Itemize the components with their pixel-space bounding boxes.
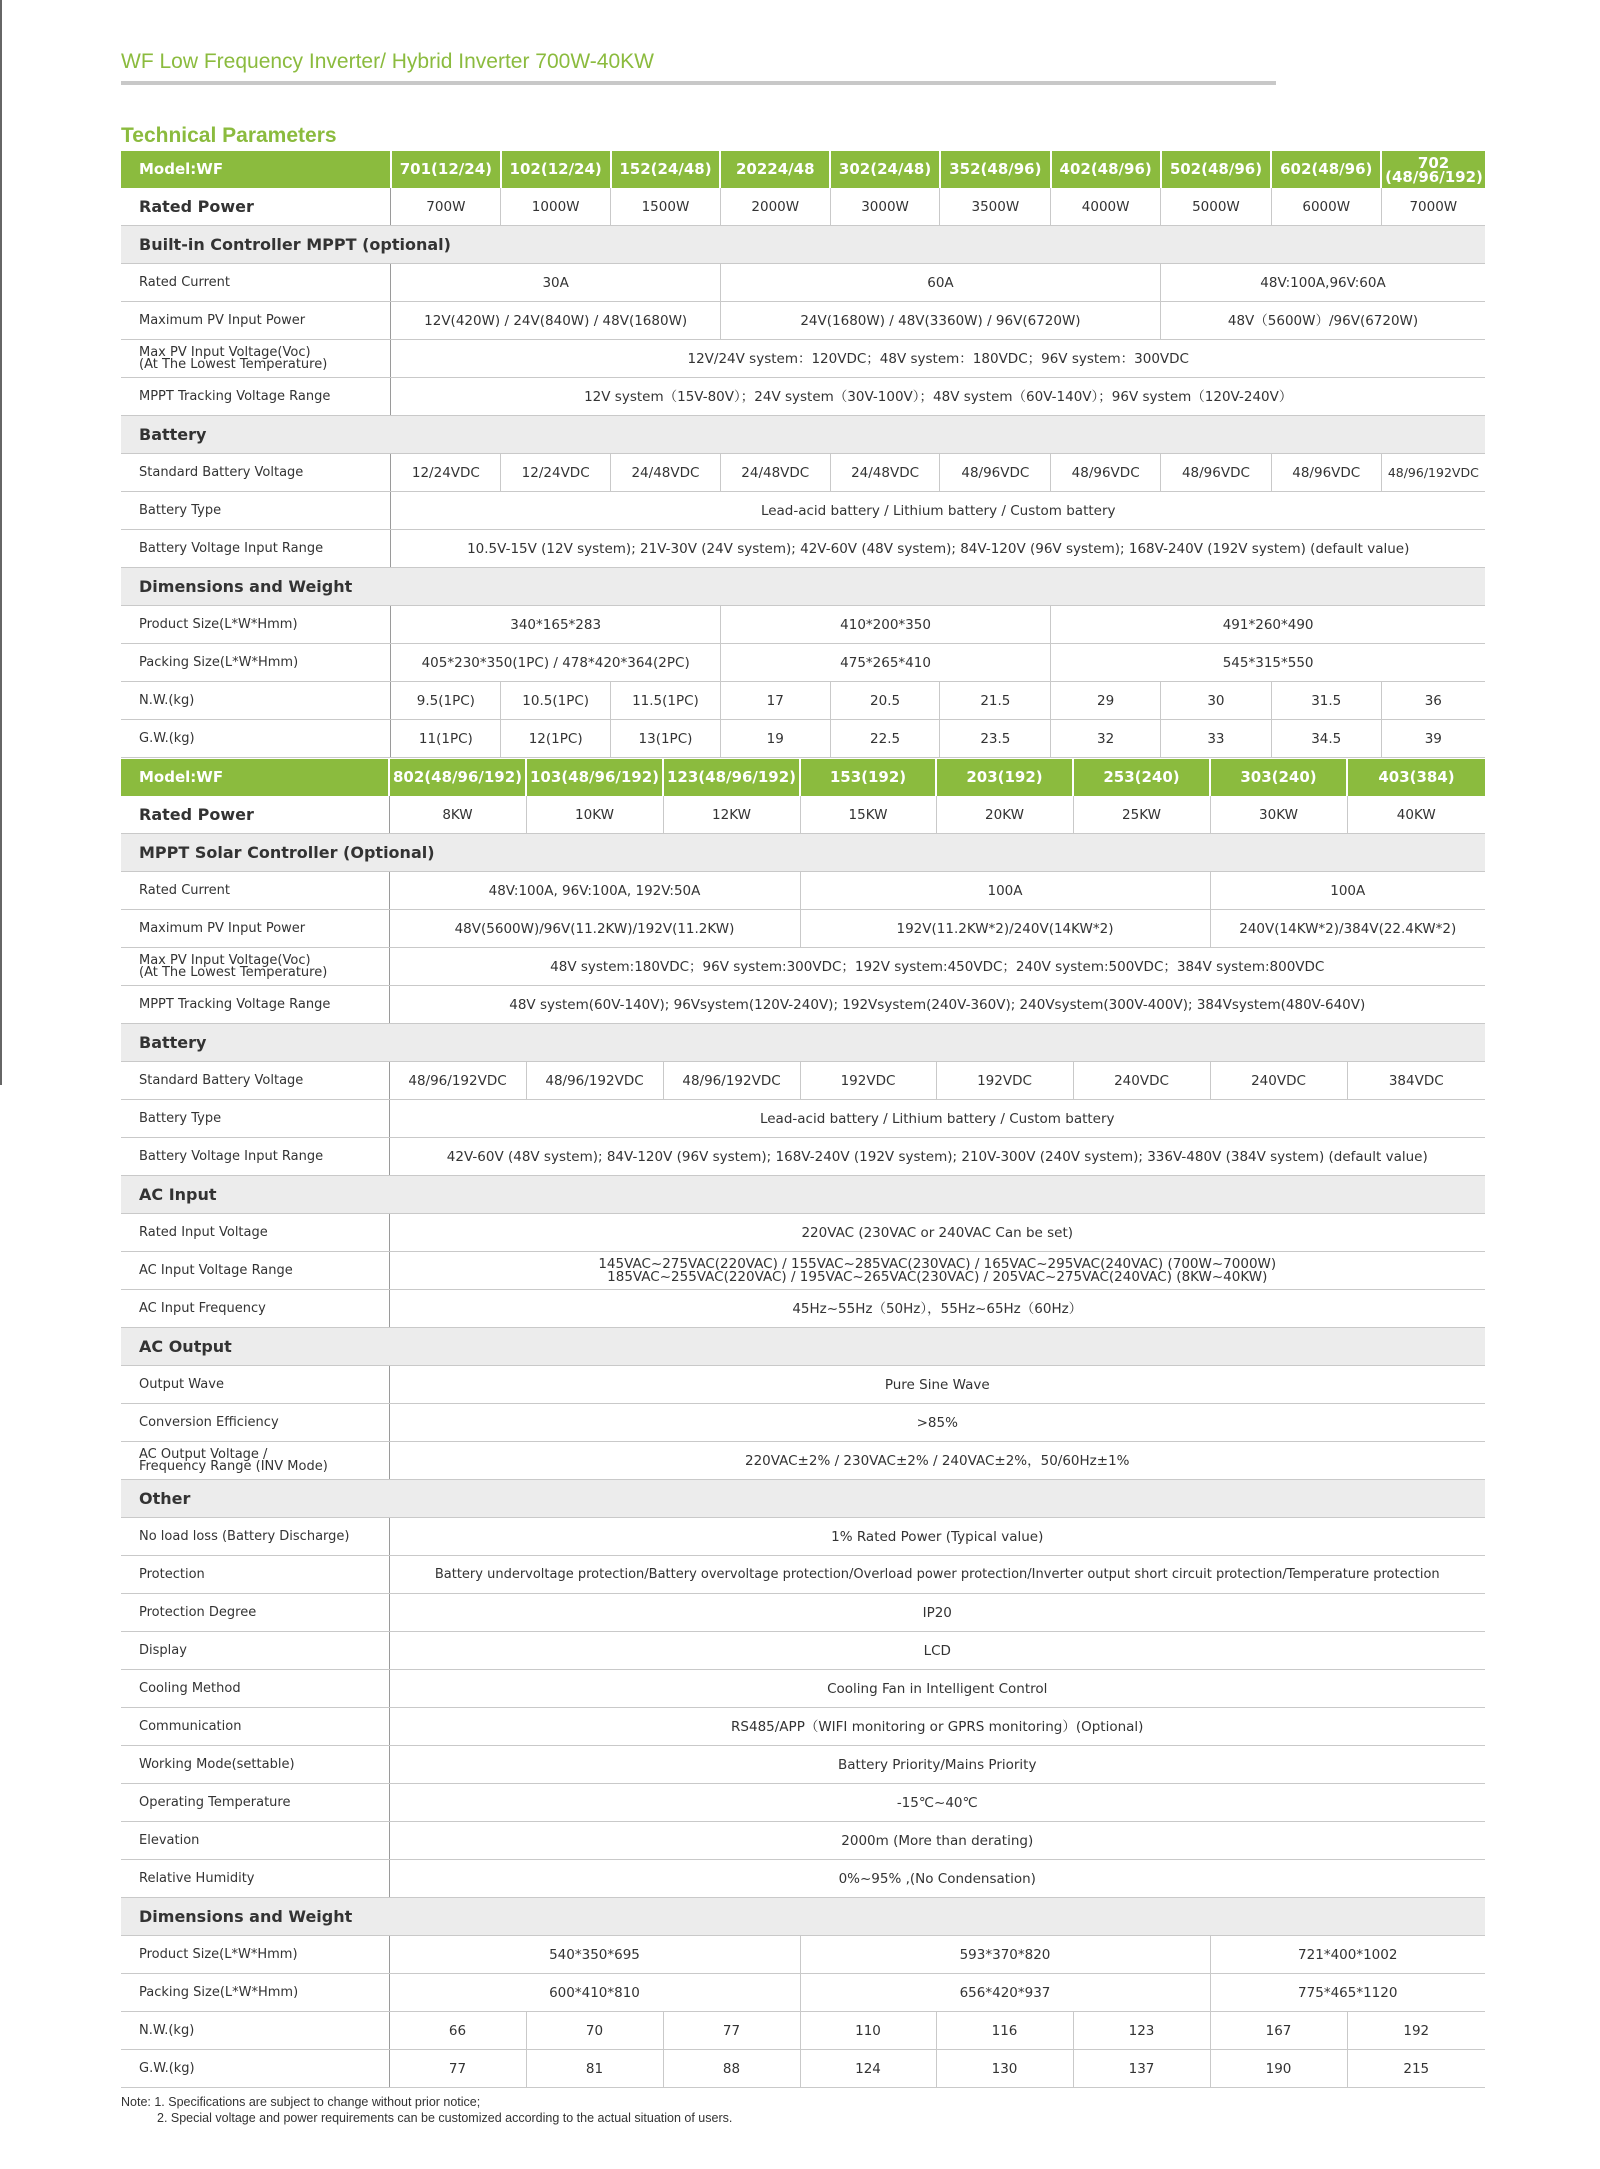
value-cell: 32 — [1051, 720, 1161, 758]
value-cell: 8KW — [389, 796, 526, 834]
value-cell: 10.5(1PC) — [501, 682, 611, 720]
value-cell: 34.5 — [1271, 720, 1381, 758]
value-cell: 15KW — [800, 796, 936, 834]
note-line-2: 2. Special voltage and power requirements can be customized according to the actual situation of users. — [157, 2111, 733, 2125]
packing-size-row — [121, 1974, 1485, 2012]
value-cell: 6000W — [1271, 188, 1381, 226]
model-row — [121, 759, 1485, 796]
row-label: G.W.(kg) — [121, 720, 391, 758]
row-label: Maximum PV Input Power — [121, 910, 389, 948]
value-cell: 42V-60V (48V system); 84V-120V (96V system); 168V-240V (192V system); 210V-300V (240V system); 336V-480V (384V system) (default value) — [389, 1138, 1485, 1176]
value-cell: 100A — [800, 872, 1210, 910]
value-cell: LCD — [389, 1632, 1485, 1670]
value-cell: 2000W — [720, 188, 830, 226]
category-heading: AC Input — [121, 1176, 1485, 1214]
row-label: Battery Voltage Input Range — [121, 530, 391, 568]
row-label: Packing Size(L*W*Hmm) — [121, 644, 391, 682]
max-pv-voltage-row — [121, 948, 1485, 986]
battery-type-row — [121, 492, 1485, 530]
mppt-range-row — [121, 378, 1485, 416]
model-cell: 303(240) — [1210, 759, 1347, 796]
category-heading: AC Output — [121, 1328, 1485, 1366]
value-cell: 10KW — [526, 796, 663, 834]
value-cell: 48/96VDC — [1271, 454, 1381, 492]
net-weight-row — [121, 2012, 1485, 2050]
note-line-1: Note: 1. Specifications are subject to change without prior notice; — [121, 2095, 481, 2109]
row-label: Maximum PV Input Power — [121, 302, 391, 340]
model-cell: 701(12/24) — [391, 151, 501, 188]
value-cell: 9.5(1PC) — [391, 682, 501, 720]
row-label: Rated Power — [121, 188, 391, 226]
ac-input-range-row — [121, 1252, 1485, 1290]
row-label: Packing Size(L*W*Hmm) — [121, 1974, 389, 2012]
value-cell: 77 — [389, 2050, 526, 2088]
value-cell: 215 — [1347, 2050, 1485, 2088]
row-label: AC Input Frequency — [121, 1290, 389, 1328]
value-cell: 475*265*410 — [720, 644, 1050, 682]
category-row — [121, 1176, 1485, 1214]
value-cell: 4000W — [1051, 188, 1161, 226]
std-battery-row — [121, 454, 1485, 492]
model-label: Model:WF — [121, 759, 389, 796]
value-cell: 12/24VDC — [501, 454, 611, 492]
model-cell: 152(24/48) — [611, 151, 721, 188]
value-cell: 30A — [391, 264, 720, 302]
value-cell: 192VDC — [936, 1062, 1073, 1100]
value-cell: 2000m (More than derating) — [389, 1822, 1485, 1860]
value-cell: 39 — [1381, 720, 1485, 758]
value-cell: 130 — [936, 2050, 1073, 2088]
gross-weight-row — [121, 720, 1485, 758]
value-cell: RS485/APP（WIFI monitoring or GPRS monitoring）(Optional) — [389, 1708, 1485, 1746]
row-label: AC Input Voltage Range — [121, 1252, 389, 1290]
row-label: Battery Type — [121, 492, 391, 530]
title-divider — [121, 81, 1276, 85]
value-cell: 12V system（15V-80V）；24V system（30V-100V）；48V system（60V-140V）；96V system（120V-240V） — [391, 378, 1485, 416]
row-label: Product Size(L*W*Hmm) — [121, 606, 391, 644]
value-cell: 13(1PC) — [611, 720, 721, 758]
row-label: N.W.(kg) — [121, 2012, 389, 2050]
value-cell: 7000W — [1381, 188, 1485, 226]
spec-table-8kw-40kw — [121, 759, 1485, 2088]
operating-temperature-row — [121, 1784, 1485, 1822]
max-pv-power-row — [121, 910, 1485, 948]
row-label: Battery Voltage Input Range — [121, 1138, 389, 1176]
value-cell: 721*400*1002 — [1210, 1936, 1485, 1974]
value-cell: 40KW — [1347, 796, 1485, 834]
value-cell: 24/48VDC — [720, 454, 830, 492]
value-cell: 12V/24V system：120VDC；48V system：180VDC；96V system：300VDC — [391, 340, 1485, 378]
row-label: N.W.(kg) — [121, 682, 391, 720]
std-battery-row — [121, 1062, 1485, 1100]
value-cell: 23.5 — [940, 720, 1051, 758]
value-cell: 48V system(60V-140V); 96Vsystem(120V-240V); 192Vsystem(240V-360V); 240Vsystem(300V-400V); 384Vsystem(480V-640V) — [389, 986, 1485, 1024]
category-row — [121, 226, 1485, 264]
value-cell: 1500W — [611, 188, 721, 226]
row-label: Communication — [121, 1708, 389, 1746]
row-label: Operating Temperature — [121, 1784, 389, 1822]
battery-type-row — [121, 1100, 1485, 1138]
value-cell: 48/96/192VDC — [663, 1062, 800, 1100]
value-cell: 88 — [663, 2050, 800, 2088]
value-cell: -15℃~40℃ — [389, 1784, 1485, 1822]
model-cell: 102(12/24) — [501, 151, 611, 188]
communication-row — [121, 1708, 1485, 1746]
value-cell: Lead-acid battery / Lithium battery / Custom battery — [391, 492, 1485, 530]
value-cell: 384VDC — [1347, 1062, 1485, 1100]
value-cell: 12(1PC) — [501, 720, 611, 758]
value-cell: 22.5 — [830, 720, 940, 758]
value-cell: 5000W — [1161, 188, 1272, 226]
protection-row — [121, 1556, 1485, 1594]
value-cell: 545*315*550 — [1051, 644, 1485, 682]
ac-input-freq-row — [121, 1290, 1485, 1328]
row-label: Relative Humidity — [121, 1860, 389, 1898]
value-cell: 123 — [1073, 2012, 1210, 2050]
rated-input-voltage-row — [121, 1214, 1485, 1252]
value-cell: 192VDC — [800, 1062, 936, 1100]
value-cell: 110 — [800, 2012, 936, 2050]
model-cell: 103(48/96/192) — [526, 759, 663, 796]
value-cell: Cooling Fan in Intelligent Control — [389, 1670, 1485, 1708]
model-cell: 153(192) — [800, 759, 936, 796]
value-cell: 167 — [1210, 2012, 1347, 2050]
mppt-range-row — [121, 986, 1485, 1024]
model-label: Model:WF — [121, 151, 391, 188]
value-cell: 60A — [720, 264, 1160, 302]
value-cell: 20.5 — [830, 682, 940, 720]
value-cell: IP20 — [389, 1594, 1485, 1632]
category-row — [121, 1328, 1485, 1366]
section-title: Technical Parameters — [121, 124, 337, 147]
row-label: Elevation — [121, 1822, 389, 1860]
model-cell: 403(384) — [1347, 759, 1485, 796]
cooling-row — [121, 1670, 1485, 1708]
row-label: Output Wave — [121, 1366, 389, 1404]
row-label: No load loss (Battery Discharge) — [121, 1518, 389, 1556]
model-cell: 702 (48/96/192) — [1381, 151, 1485, 188]
category-row — [121, 834, 1485, 872]
value-cell: 1% Rated Power (Typical value) — [389, 1518, 1485, 1556]
working-mode-row — [121, 1746, 1485, 1784]
model-cell: 602(48/96) — [1271, 151, 1381, 188]
value-cell: 137 — [1073, 2050, 1210, 2088]
net-weight-row — [121, 682, 1485, 720]
value-cell: 48V(5600W)/96V(11.2KW)/192V(11.2KW) — [389, 910, 800, 948]
category-heading: Other — [121, 1480, 1485, 1518]
category-heading: MPPT Solar Controller (Optional) — [121, 834, 1485, 872]
category-heading: Battery — [121, 1024, 1485, 1062]
product-size-row — [121, 606, 1485, 644]
category-row — [121, 568, 1485, 606]
value-cell: 11(1PC) — [391, 720, 501, 758]
value-cell: 3500W — [940, 188, 1051, 226]
row-label: Cooling Method — [121, 1670, 389, 1708]
page-edge-line — [0, 0, 2, 1085]
value-cell: 410*200*350 — [720, 606, 1050, 644]
value-cell: 240VDC — [1210, 1062, 1347, 1100]
value-cell: 12KW — [663, 796, 800, 834]
value-cell: 192 — [1347, 2012, 1485, 2050]
value-cell: 48/96VDC — [1161, 454, 1272, 492]
row-label: Protection Degree — [121, 1594, 389, 1632]
row-label: Product Size(L*W*Hmm) — [121, 1936, 389, 1974]
category-heading: Dimensions and Weight — [121, 568, 1485, 606]
value-cell: 775*465*1120 — [1210, 1974, 1485, 2012]
value-cell: 48V:100A,96V:60A — [1161, 264, 1485, 302]
value-cell: 77 — [663, 2012, 800, 2050]
rated-power-row — [121, 188, 1485, 226]
value-cell: 30KW — [1210, 796, 1347, 834]
value-cell: 124 — [800, 2050, 936, 2088]
value-cell: 116 — [936, 2012, 1073, 2050]
value-cell: Battery undervoltage protection/Battery overvoltage protection/Overload power protection/Inverter output short circuit protection/Temperature protection — [389, 1556, 1485, 1594]
row-label: MPPT Tracking Voltage Range — [121, 986, 389, 1024]
value-cell: 24/48VDC — [611, 454, 721, 492]
row-label: Rated Power — [121, 796, 389, 834]
value-cell: 48/96/192VDC — [389, 1062, 526, 1100]
footnotes — [121, 2094, 732, 2126]
model-cell: 20224/48 — [720, 151, 830, 188]
row-label: Conversion Efficiency — [121, 1404, 389, 1442]
value-cell: 29 — [1051, 682, 1161, 720]
value-cell: 540*350*695 — [389, 1936, 800, 1974]
value-cell: 12V(420W) / 24V(840W) / 48V(1680W) — [391, 302, 720, 340]
row-label: Rated Input Voltage — [121, 1214, 389, 1252]
spec-table-700w-7kw — [121, 151, 1485, 758]
value-cell: 31.5 — [1271, 682, 1381, 720]
row-label: Standard Battery Voltage — [121, 1062, 389, 1100]
category-row — [121, 1898, 1485, 1936]
row-label: Battery Type — [121, 1100, 389, 1138]
value-cell: 21.5 — [940, 682, 1051, 720]
value-cell: 700W — [391, 188, 501, 226]
battery-range-row — [121, 1138, 1485, 1176]
value-cell: 30 — [1161, 682, 1272, 720]
value-cell: 3000W — [830, 188, 940, 226]
value-cell: 220VAC (230VAC or 240VAC Can be set) — [389, 1214, 1485, 1252]
value-cell: Pure Sine Wave — [389, 1366, 1485, 1404]
value-cell: 24V(1680W) / 48V(3360W) / 96V(6720W) — [720, 302, 1160, 340]
value-cell: 36 — [1381, 682, 1485, 720]
value-cell: 17 — [720, 682, 830, 720]
model-cell: 802(48/96/192) — [389, 759, 526, 796]
row-label: MPPT Tracking Voltage Range — [121, 378, 391, 416]
row-label: Rated Current — [121, 264, 391, 302]
gross-weight-row — [121, 2050, 1485, 2088]
row-label: Standard Battery Voltage — [121, 454, 391, 492]
value-cell: 12/24VDC — [391, 454, 501, 492]
model-cell: 502(48/96) — [1161, 151, 1272, 188]
category-row — [121, 1024, 1485, 1062]
value-cell: 25KW — [1073, 796, 1210, 834]
row-label: Rated Current — [121, 872, 389, 910]
value-cell: 593*370*820 — [800, 1936, 1210, 1974]
value-cell: 190 — [1210, 2050, 1347, 2088]
row-label: Protection — [121, 1556, 389, 1594]
category-row — [121, 416, 1485, 454]
value-cell: Lead-acid battery / Lithium battery / Custom battery — [389, 1100, 1485, 1138]
value-cell: 66 — [389, 2012, 526, 2050]
value-cell: 1000W — [501, 188, 611, 226]
humidity-row — [121, 1860, 1485, 1898]
model-row — [121, 151, 1485, 188]
row-label: Max PV Input Voltage(Voc) (At The Lowest Temperature) — [121, 948, 389, 986]
value-cell: 240V(14KW*2)/384V(22.4KW*2) — [1210, 910, 1485, 948]
model-cell: 253(240) — [1073, 759, 1210, 796]
value-cell: Battery Priority/Mains Priority — [389, 1746, 1485, 1784]
value-cell: 100A — [1210, 872, 1485, 910]
value-cell: 48V（5600W）/96V(6720W) — [1161, 302, 1485, 340]
elevation-row — [121, 1822, 1485, 1860]
value-cell: 81 — [526, 2050, 663, 2088]
packing-size-row — [121, 644, 1485, 682]
no-load-loss-row — [121, 1518, 1485, 1556]
value-cell: 48V:100A, 96V:100A, 192V:50A — [389, 872, 800, 910]
rated-current-row — [121, 872, 1485, 910]
value-cell: 10.5V-15V (12V system); 21V-30V (24V system); 42V-60V (48V system); 84V-120V (96V system); 168V-240V (192V system) (default value) — [391, 530, 1485, 568]
max-pv-power-row — [121, 302, 1485, 340]
value-cell: 11.5(1PC) — [611, 682, 721, 720]
row-label: Max PV Input Voltage(Voc) (At The Lowest Temperature) — [121, 340, 391, 378]
rated-current-row — [121, 264, 1485, 302]
row-label: AC Output Voltage / Frequency Range (INV Mode) — [121, 1442, 389, 1480]
value-cell: 48/96VDC — [1051, 454, 1161, 492]
output-wave-row — [121, 1366, 1485, 1404]
model-cell: 352(48/96) — [940, 151, 1051, 188]
row-label: Display — [121, 1632, 389, 1670]
value-cell: 240VDC — [1073, 1062, 1210, 1100]
value-cell: 48/96/192VDC — [526, 1062, 663, 1100]
value-cell: 491*260*490 — [1051, 606, 1485, 644]
value-cell: 33 — [1161, 720, 1272, 758]
value-cell: 70 — [526, 2012, 663, 2050]
value-cell: 19 — [720, 720, 830, 758]
category-row — [121, 1480, 1485, 1518]
model-cell: 402(48/96) — [1051, 151, 1161, 188]
value-cell: 48/96VDC — [940, 454, 1051, 492]
value-cell: 340*165*283 — [391, 606, 720, 644]
value-cell: 48/96/192VDC — [1381, 454, 1485, 492]
value-cell: 220VAC±2% / 230VAC±2% / 240VAC±2%，50/60Hz±1% — [389, 1442, 1485, 1480]
max-pv-voltage-row — [121, 340, 1485, 378]
value-cell: 192V(11.2KW*2)/240V(14KW*2) — [800, 910, 1210, 948]
battery-range-row — [121, 530, 1485, 568]
model-cell: 302(24/48) — [830, 151, 940, 188]
value-cell: 24/48VDC — [830, 454, 940, 492]
protection-degree-row — [121, 1594, 1485, 1632]
display-row — [121, 1632, 1485, 1670]
category-heading: Built-in Controller MPPT (optional) — [121, 226, 1485, 264]
value-cell: 405*230*350(1PC) / 478*420*364(2PC) — [391, 644, 720, 682]
model-cell: 203(192) — [936, 759, 1073, 796]
value-cell: 0%~95% ,(No Condensation) — [389, 1860, 1485, 1898]
value-cell: 656*420*937 — [800, 1974, 1210, 2012]
model-cell: 123(48/96/192) — [663, 759, 800, 796]
rated-power-row — [121, 796, 1485, 834]
product-size-row — [121, 1936, 1485, 1974]
category-heading: Battery — [121, 416, 1485, 454]
value-cell: 45Hz~55Hz（50Hz），55Hz~65Hz（60Hz） — [389, 1290, 1485, 1328]
value-cell: 20KW — [936, 796, 1073, 834]
value-cell: 48V system:180VDC；96V system:300VDC；192V system:450VDC；240V system:500VDC；384V system:800VDC — [389, 948, 1485, 986]
row-label: G.W.(kg) — [121, 2050, 389, 2088]
row-label: Working Mode(settable) — [121, 1746, 389, 1784]
conversion-row — [121, 1404, 1485, 1442]
category-heading: Dimensions and Weight — [121, 1898, 1485, 1936]
value-cell: 600*410*810 — [389, 1974, 800, 2012]
value-cell: 145VAC~275VAC(220VAC) / 155VAC~285VAC(230VAC) / 165VAC~295VAC(240VAC) (700W~7000W) 185VAC~255VAC(220VAC) / 195VAC~265VAC(230VAC) / 205VAC~275VAC(240VAC) (8KW~40KW) — [389, 1252, 1485, 1290]
value-cell: >85% — [389, 1404, 1485, 1442]
ac-output-voltage-row — [121, 1442, 1485, 1480]
page-title: WF Low Frequency Inverter/ Hybrid Inverter 700W-40KW — [121, 50, 654, 73]
